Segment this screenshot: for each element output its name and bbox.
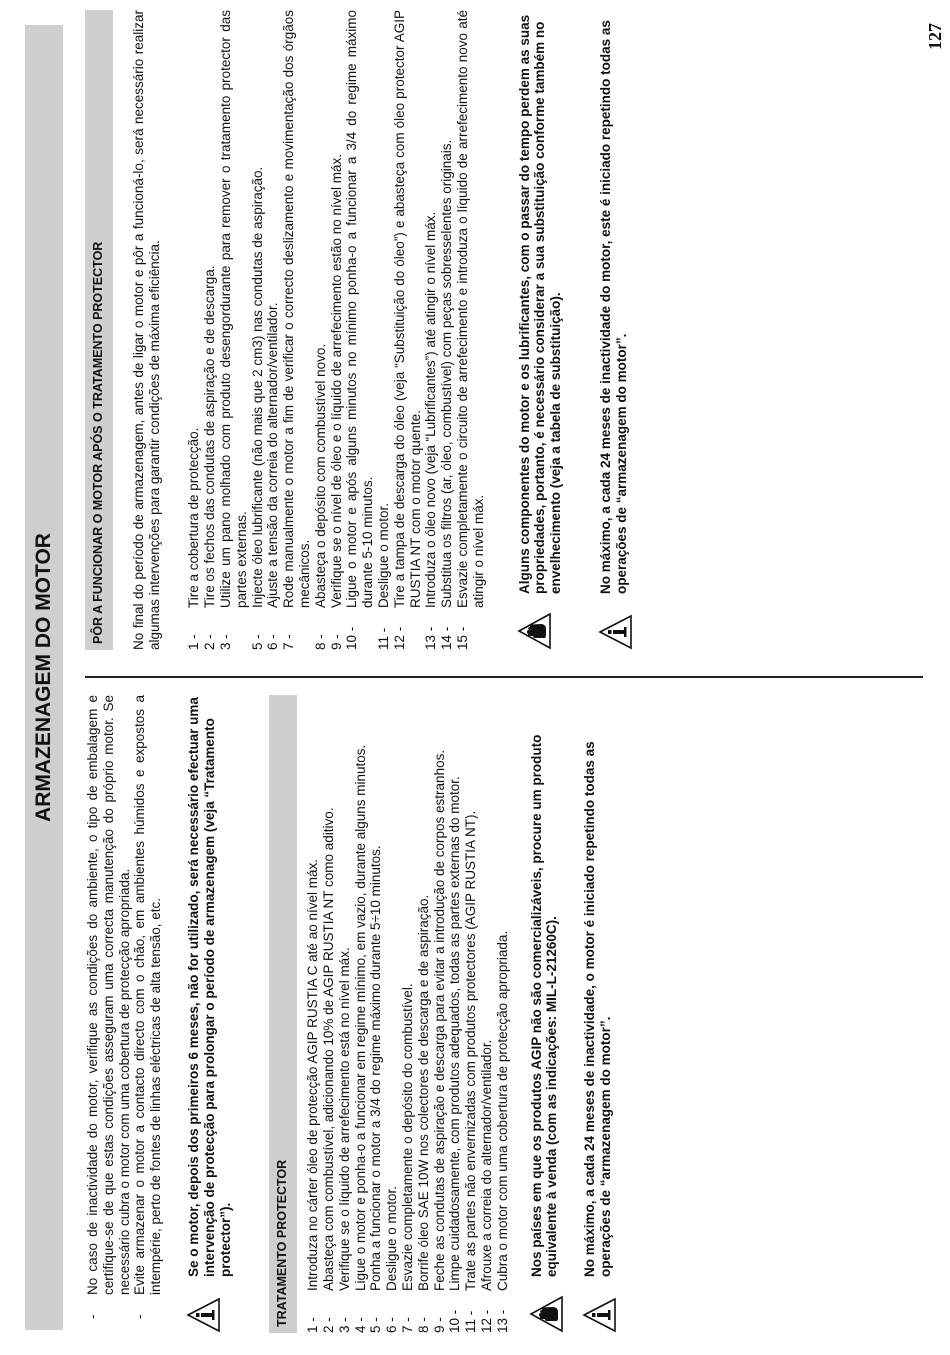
right-column [85, 10, 638, 650]
step-number: 11 - [463, 1310, 479, 1333]
list-item [423, 10, 439, 650]
list-item [186, 10, 202, 650]
step-number: 14 - [439, 626, 455, 650]
step-text: Cubra o motor com uma cobertura de protecção apropriada. [494, 930, 510, 1291]
intro-text: No final do período de armazenagem, antes de ligar o motor e pôr a funcioná-lo, será necessário realizar algumas intervenções para garantir condições de máxima eficiência. [130, 10, 162, 650]
note-text: Se o motor, depois dos primeiros 6 meses, não for utilizado, será necessário efectuar uma intervenção de protecção para prolongar o período de armazenagem (veja “Tratamento protector”). [185, 697, 233, 1277]
step-number: 8 - [415, 1317, 431, 1333]
step-text: Tire os fechos das condutas de aspiração e de descarga. [202, 265, 218, 608]
list-item [376, 10, 392, 650]
step-text: Desligue o motor. [384, 1185, 400, 1291]
step-number: 13 - [423, 626, 439, 650]
step-text: Abasteça com combustível, adicionando 10% de AGIP RUSTIA NT como aditivo. [320, 807, 336, 1291]
step-text: Substitua os filtros (ar, óleo, combustível) com peças sobresselentes originais. [439, 139, 455, 608]
list-item [455, 10, 487, 650]
step-number: 6 - [384, 1317, 400, 1333]
list-item [368, 695, 384, 1333]
step-text: Introduza no cárter óleo de protecção AGIP RUSTIA C até ao nível máx. [305, 859, 321, 1291]
step-number: 11 - [375, 627, 391, 650]
protective-steps-list [305, 695, 510, 1333]
hand-warning-icon [517, 594, 557, 650]
note-text: No máximo, a cada 24 meses de inactividade do motor, este é iniciado repetindo todas as operações de “armazenagem do motor”. [597, 20, 629, 594]
section-heading: TRATAMENTO PROTECTOR [269, 695, 297, 1333]
step-number: 3 - [217, 634, 233, 650]
info-warning-icon [186, 1277, 226, 1333]
step-text: Esvazie completamente o depósito do combustível. [399, 983, 415, 1291]
left-column [85, 695, 622, 1333]
step-number: 4 - [352, 1317, 368, 1333]
list-item [305, 695, 321, 1333]
step-text: Abasteça o depósito com combustível novo. [312, 343, 328, 608]
step-text: Ligue o motor e ponha-o a funcionar em regime mínimo, em vazio, durante alguns minutos. [352, 744, 368, 1291]
list-item [447, 695, 463, 1333]
step-text: Afrouxe a correia do alternador/ventilador. [478, 1039, 494, 1291]
intro-paragraph [85, 695, 132, 1333]
column-divider [85, 676, 923, 678]
step-text: Feche as condutas de aspiração e descarga para evitar a introdução de corpos estranhos. [431, 749, 447, 1291]
note-text: Alguns componentes do motor e os lubrificantes, com o passar do tempo perdem as suas propriedades, portanto, é necessário considerar a sua substituição conforme também no envelhecimento (veja a tabela de substituição). [516, 14, 564, 594]
list-item [329, 10, 345, 650]
page-number: 127 [925, 23, 945, 50]
info-note [186, 695, 233, 1333]
list-item [313, 10, 329, 650]
step-number: 10 - [344, 626, 360, 650]
step-text: Desligue o motor. [375, 502, 391, 608]
step-number: 9 - [328, 634, 344, 650]
step-number: 12 - [391, 626, 407, 650]
step-text: Tire a cobertura de protecção. [186, 427, 202, 608]
bullet-dash: - [85, 1314, 100, 1319]
list-item [344, 10, 376, 650]
list-item [416, 695, 432, 1333]
step-number: 3 - [336, 1317, 352, 1333]
title-bar [25, 25, 63, 1330]
step-text: Ponha a funcionar o motor a 3/4 do regime máximo durante 5÷10 minutos. [368, 845, 384, 1291]
list-item [321, 695, 337, 1333]
step-text: Trate as partes não envernizadas com produtos protectores (AGIP RUSTIA NT). [463, 810, 479, 1291]
restart-steps-list [186, 10, 486, 650]
step-text: Injecte óleo lubrificante (não mais que 2 cm3) nas condutas de aspiração. [249, 166, 265, 608]
step-number: 5 - [368, 1317, 384, 1333]
step-text: Utilize um pano molhado com produto desengordurante para remover o tratamento protector das partes externas. [217, 10, 249, 608]
list-item [353, 695, 369, 1333]
step-number: 5 - [249, 634, 265, 650]
page-title: ARMAZENAGEM DO MOTOR [32, 533, 55, 822]
list-item [479, 695, 495, 1333]
step-text: Verifique se o líquido de arrefecimento está no nível máx. [336, 947, 352, 1291]
step-number: 13 - [494, 1309, 510, 1333]
step-number: 9 - [431, 1317, 447, 1333]
step-number: 2 - [202, 634, 218, 650]
step-text: Introduza o óleo novo (veja “Lubrificantes”) até atingir o nível máx. [423, 211, 439, 608]
list-item [265, 10, 281, 650]
list-item [250, 10, 266, 650]
list-item [218, 10, 250, 650]
intro-text: Evite armazenar o motor a contacto directo com o chão, em ambientes húmidos e expostos a intempérie, perto de fontes de linhas eléctricas de alta tensão, etc. [132, 695, 164, 1295]
note-text: No máximo, a cada 24 meses de inactividade, o motor é iniciado repetindo todas as operações de “armazenagem do motor”. [582, 741, 614, 1277]
step-text: Tire a tampa de descarga do óleo (veja “Substituição do óleo”) e abasteça com óleo protector AGIP RUSTIA NT com o motor quente. [391, 10, 423, 608]
step-text: Ajuste a tensão da correia do alternador/ventilador. [265, 302, 281, 608]
list-item [432, 695, 448, 1333]
step-number: 8 - [312, 634, 328, 650]
list-item [384, 695, 400, 1333]
step-number: 6 - [265, 634, 281, 650]
section-heading: PÔR A FUNCIONAR O MOTOR APÓS O TRATAMENTO PROTECTOR [85, 10, 113, 650]
step-text: Ligue o motor e após alguns minutos no mínimo ponha-o a funcionar a 3/4 do regime máximo durante 5-10 minutos. [344, 10, 376, 608]
bullet-dash: - [132, 1314, 148, 1319]
info-warning-icon [598, 594, 638, 650]
step-number: 7 - [281, 634, 297, 650]
list-item [463, 695, 479, 1333]
hand-warning-icon [529, 1277, 569, 1333]
step-number: 1 - [186, 634, 202, 650]
list-item [495, 695, 511, 1333]
hand-note [517, 10, 564, 650]
info-note [582, 695, 622, 1333]
list-item [281, 10, 313, 650]
list-item [202, 10, 218, 650]
step-text: Esvazie completamente o circuito de arrefecimento e introduza o líquido de arrefecimento novo até atingir o nível máx. [454, 10, 486, 608]
step-number: 10 - [447, 1309, 463, 1333]
list-item [439, 10, 455, 650]
step-text: Rode manualmente o motor a fim de verificar o correcto deslizamento e movimentação dos órgãos mecânicos. [281, 10, 312, 608]
info-warning-icon [582, 1277, 622, 1333]
step-text: Limpe cuidadosamente, com produtos adequados, todas as partes externas do motor. [447, 776, 463, 1291]
list-item [337, 695, 353, 1333]
step-number: 2 - [320, 1317, 336, 1333]
step-number: 12 - [478, 1309, 494, 1333]
list-item [392, 10, 424, 650]
step-number: 1 - [305, 1317, 321, 1333]
step-number: 7 - [399, 1317, 415, 1333]
step-text: Borrife óleo SAE 10W nos colectores de descarga e de aspiração. [415, 894, 431, 1291]
step-number: 15 - [454, 626, 470, 650]
list-item [400, 695, 416, 1333]
hand-note [529, 695, 569, 1333]
step-text: Verifique se o nível de óleo e o líquido de arrefecimento estão no nível máx. [328, 153, 344, 608]
intro-paragraph [132, 695, 164, 1333]
info-note [598, 10, 638, 650]
note-text: Nos países em que os produtos AGIP não são comercializáveis, procure um produto equivalente à venda (com as indicações: MIL-L-21260C). [528, 734, 560, 1277]
intro-text: No caso de inactividade do motor, verifique as condições do ambiente, o tipo de embalagem e certifique-se de que estas condições asseguram uma correcta manutenção do próprio motor. Se necessário cubra o motor com uma cobertura de protecção apropriada. [85, 695, 132, 1295]
